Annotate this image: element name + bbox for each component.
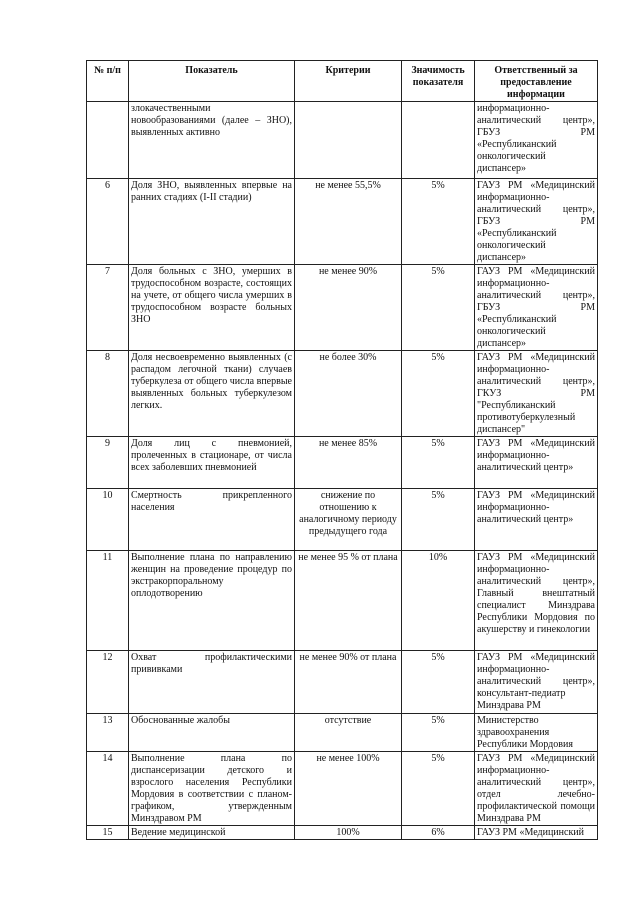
row-weight: 5% xyxy=(402,265,475,351)
row-weight xyxy=(402,102,475,179)
row-responsible: Министерство здравоохранения Республики Мордовия xyxy=(475,714,598,752)
row-num: 10 xyxy=(87,489,129,551)
row-weight: 6% xyxy=(402,826,475,840)
row-criteria: отсутствие xyxy=(295,714,402,752)
row-responsible: ГАУЗ РМ «Медицинский информационно-аналитический центр», ГКУЗ РМ "Республиканский противотуберкулезный диспансер" xyxy=(475,351,598,437)
row-responsible: ГАУЗ РМ «Медицинский информационно-аналитический центр» xyxy=(475,489,598,551)
row-weight: 5% xyxy=(402,714,475,752)
row-indicator: Выполнение плана по диспансеризации детского и взрослого населения Республики Мордовия в соответствии с планом-графиком, утвержденным Минздравом РМ xyxy=(129,752,295,826)
row-weight: 5% xyxy=(402,752,475,826)
row-indicator: Выполнение плана по направлению женщин на проведение процедур по экстракорпоральному оплодотворению xyxy=(129,551,295,651)
row-responsible: ГАУЗ РМ «Медицинский информационно-аналитический центр», ГБУЗ РМ «Республиканский онкологический диспансер» xyxy=(475,265,598,351)
row-responsible: ГАУЗ РМ «Медицинский информационно-аналитический центр» xyxy=(475,437,598,489)
row-responsible: информационно-аналитический центр», ГБУЗ РМ «Республиканский онкологический диспансер» xyxy=(475,102,598,179)
row-num: 12 xyxy=(87,651,129,714)
row-indicator: Доля несвоевременно выявленных (с распадом легочной ткани) случаев туберкулеза от общего числа впервые выявленных больных туберкулезом легких. xyxy=(129,351,295,437)
row-indicator: злокачественными новообразованиями (далее – ЗНО), выявленных активно xyxy=(129,102,295,179)
table-row xyxy=(87,714,598,752)
row-criteria: не менее 90% от плана xyxy=(295,651,402,714)
table-row xyxy=(87,651,598,714)
row-indicator: Доля больных с ЗНО, умерших в трудоспособном возрасте, состоящих на учете, от общего числа умерших в трудоспособном возрасте больных ЗНО xyxy=(129,265,295,351)
row-responsible: ГАУЗ РМ «Медицинский информационно-аналитический центр», консультант-педиатр Минздрава РМ xyxy=(475,651,598,714)
row-criteria: не менее 85% xyxy=(295,437,402,489)
table-row xyxy=(87,752,598,826)
header-weight: Значимость показателя xyxy=(402,61,475,102)
table-header-row xyxy=(87,61,598,102)
table-row xyxy=(87,179,598,265)
table-row xyxy=(87,826,598,840)
row-indicator: Смертность прикрепленного населения xyxy=(129,489,295,551)
row-num: 15 xyxy=(87,826,129,840)
row-indicator: Доля ЗНО, выявленных впервые на ранних стадиях (I-II стадии) xyxy=(129,179,295,265)
table-row xyxy=(87,265,598,351)
row-criteria: не менее 100% xyxy=(295,752,402,826)
row-num: 8 xyxy=(87,351,129,437)
row-responsible: ГАУЗ РМ «Медицинский информационно-аналитический центр», Главный внештатный специалист Минздрава Республики Мордовия по акушерству и гинекологии xyxy=(475,551,598,651)
header-responsible: Ответственный за предоставление информации xyxy=(475,61,598,102)
row-responsible: ГАУЗ РМ «Медицинский информационно-аналитический центр», отдел лечебно-профилактической помощи Минздрава РМ xyxy=(475,752,598,826)
row-weight: 5% xyxy=(402,437,475,489)
table-row xyxy=(87,102,598,179)
row-num: 13 xyxy=(87,714,129,752)
row-criteria: снижение по отношению к аналогичному периоду предыдущего года xyxy=(295,489,402,551)
row-num: 11 xyxy=(87,551,129,651)
row-criteria: не менее 90% xyxy=(295,265,402,351)
header-num: № п/п xyxy=(87,61,129,102)
row-criteria: не менее 55,5% xyxy=(295,179,402,265)
table-row xyxy=(87,551,598,651)
row-responsible: ГАУЗ РМ «Медицинский информационно-аналитический центр», ГБУЗ РМ «Республиканский онкологический диспансер» xyxy=(475,179,598,265)
row-weight: 5% xyxy=(402,351,475,437)
row-responsible: ГАУЗ РМ «Медицинский xyxy=(475,826,598,840)
table-row xyxy=(87,351,598,437)
row-criteria: 100% xyxy=(295,826,402,840)
row-indicator: Ведение медицинской xyxy=(129,826,295,840)
header-indicator: Показатель xyxy=(129,61,295,102)
row-num: 6 xyxy=(87,179,129,265)
row-weight: 10% xyxy=(402,551,475,651)
row-weight: 5% xyxy=(402,651,475,714)
row-weight: 5% xyxy=(402,489,475,551)
indicators-table xyxy=(86,60,598,840)
row-indicator: Доля лиц с пневмонией, пролеченных в стационаре, от числа всех заболевших пневмонией xyxy=(129,437,295,489)
row-criteria: не более 30% xyxy=(295,351,402,437)
table-row xyxy=(87,489,598,551)
row-num xyxy=(87,102,129,179)
header-criteria: Критерии xyxy=(295,61,402,102)
row-indicator: Охват профилактическими прививками xyxy=(129,651,295,714)
table-row xyxy=(87,437,598,489)
row-indicator: Обоснованные жалобы xyxy=(129,714,295,752)
row-num: 7 xyxy=(87,265,129,351)
row-num: 9 xyxy=(87,437,129,489)
row-criteria xyxy=(295,102,402,179)
row-criteria: не менее 95 % от плана xyxy=(295,551,402,651)
row-weight: 5% xyxy=(402,179,475,265)
row-num: 14 xyxy=(87,752,129,826)
